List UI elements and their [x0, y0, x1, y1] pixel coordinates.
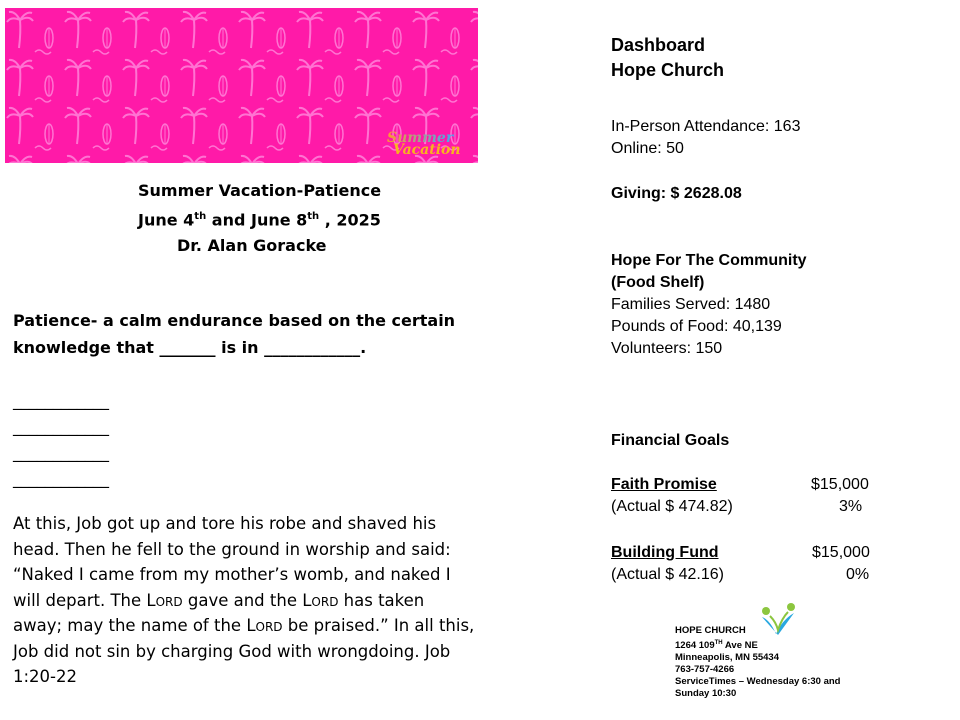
address-sup: TH: [714, 640, 723, 646]
address-part: Ave NE: [722, 640, 758, 652]
summer-vacation-banner: [5, 8, 478, 163]
service-times-sunday: Sunday 10:30: [675, 688, 737, 700]
dates-part: and June 8: [206, 210, 308, 230]
church-name-footer: HOPE CHURCH: [675, 625, 746, 636]
scripture-text: has taken away; may the name of the: [13, 590, 425, 635]
banner-image: [5, 8, 478, 163]
scripture-text: be praised.” In all this, Job did not sin by charging God with wrongdoing. Job 1:20-22: [13, 616, 475, 686]
church-city: Minneapolis, MN 55434: [675, 652, 780, 664]
blank-line: ____________: [13, 417, 109, 436]
attendance-block: [611, 116, 800, 160]
building-fund-actual-row: [611, 564, 911, 586]
dashboard-heading: Dashboard: [611, 35, 706, 55]
faith-promise-label: Faith Promise: [611, 476, 717, 493]
blank-line: ____________: [13, 469, 109, 488]
dashboard-title: [611, 33, 724, 83]
dates-sup: th: [307, 211, 320, 222]
sermon-dates: [120, 204, 420, 233]
community-block: [611, 250, 807, 360]
dates-part: , 2025: [319, 210, 381, 230]
church-contact: [675, 625, 840, 700]
building-fund-block: [611, 542, 911, 586]
blank-line: ____________: [13, 443, 109, 462]
financial-goals-heading: Financial Goals: [611, 432, 730, 449]
scripture-text: gave and the: [182, 590, 303, 610]
in-person-attendance: In-Person Attendance: 163: [611, 118, 801, 135]
community-subtitle: (Food Shelf): [611, 274, 705, 291]
church-name: Hope Church: [611, 60, 725, 80]
community-title: Hope For The Community: [611, 252, 807, 269]
faith-promise-block: [611, 474, 911, 518]
dates-part: June 4: [138, 210, 195, 230]
patience-definition: Patience- a calm endurance based on the certain knowledge that _______ is in ____________.: [13, 311, 456, 357]
sermon-title: Summer Vacation-Patience: [138, 181, 382, 200]
banner-logo-vacation: Vacation: [393, 142, 461, 158]
faith-promise-goal: $15,000: [811, 476, 869, 493]
scripture-text: At this, Job got up and tore his robe and shaved his head. Then he fell to the ground in worship and said: “Naked I came from my mother’s womb, and naked I will depart. The: [13, 514, 451, 610]
dates-sup: th: [194, 211, 207, 222]
faith-promise-actual: (Actual $ 474.82): [611, 498, 733, 515]
giving-total: Giving: $ 2628.08: [611, 185, 742, 202]
scripture-passage: [13, 511, 478, 690]
sermon-speaker: Dr. Alan Goracke: [177, 236, 327, 256]
scripture-lord: Lord: [302, 590, 339, 610]
building-fund-actual: (Actual $ 42.16): [611, 566, 724, 583]
building-fund-goal: $15,000: [812, 544, 870, 561]
scripture-lord: Lord: [146, 590, 183, 610]
building-fund-percent: 0%: [846, 566, 870, 583]
service-times: ServiceTimes – Wednesday 6:30 and: [675, 676, 841, 688]
note-blank-lines: [13, 388, 109, 492]
families-served: Families Served: 1480: [611, 296, 771, 313]
building-fund-row: [611, 542, 911, 564]
church-phone: 763-757-4266: [675, 664, 735, 676]
volunteers-count: Volunteers: 150: [611, 340, 723, 357]
faith-promise-percent: 3%: [839, 498, 863, 515]
building-fund-label: Building Fund: [611, 544, 719, 561]
blank-line: ____________: [13, 391, 109, 410]
banner-logo-summer: Summer: [387, 130, 454, 146]
address-part: 1264 109: [675, 640, 715, 652]
pounds-of-food: Pounds of Food: 40,139: [611, 318, 782, 335]
faith-promise-row: [611, 474, 911, 496]
online-attendance: Online: 50: [611, 140, 684, 157]
scripture-lord: Lord: [246, 616, 283, 635]
church-address: [675, 637, 840, 652]
faith-promise-actual-row: [611, 496, 911, 518]
sermon-heading: [120, 178, 420, 259]
